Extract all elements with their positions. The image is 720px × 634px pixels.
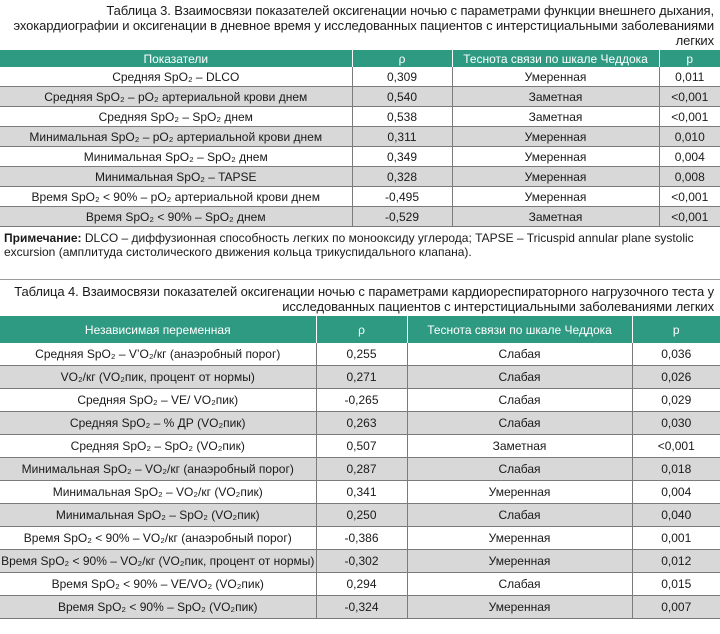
table4-header-cell: ρ [316, 316, 407, 343]
table-cell: Средняя SpO₂ – pO₂ артериальной крови днем [0, 87, 352, 107]
table-row [0, 596, 720, 619]
table-row [0, 147, 720, 167]
table-row [0, 366, 720, 389]
table-cell: 0,040 [632, 504, 720, 527]
table-cell: 0,538 [352, 107, 452, 127]
table4-header-cell: Независимая переменная [0, 316, 316, 343]
table-cell: 0,036 [632, 343, 720, 366]
table4 [0, 316, 720, 619]
table-cell: 0,026 [632, 366, 720, 389]
table3-body [0, 67, 720, 227]
table-row [0, 481, 720, 504]
table-cell: 0,018 [632, 458, 720, 481]
table4-header-row [0, 316, 720, 343]
table-cell: 0,004 [659, 147, 720, 167]
table-cell: Слабая [407, 504, 632, 527]
table-cell: -0,324 [316, 596, 407, 619]
table-cell: 0,287 [316, 458, 407, 481]
table4-caption-text: Таблица 4. Взаимосвязи показателей оксигенации ночью с параметрами кардиореспираторного нагрузочного теста у исследованных пациентов с интерстициальными заболеваниями легких [14, 284, 714, 314]
table-cell: Умеренная [407, 550, 632, 573]
table-cell: -0,386 [316, 527, 407, 550]
table-cell: Время SpO₂ < 90% – VE/VO₂ (VO₂пик) [0, 573, 316, 596]
table-row [0, 550, 720, 573]
table4-header-cell: p [632, 316, 720, 343]
table-row [0, 127, 720, 147]
table-cell: Время SpO₂ < 90% – SpO₂ днем [0, 207, 352, 227]
table-cell: Слабая [407, 412, 632, 435]
table-cell: 0,012 [632, 550, 720, 573]
table-cell: Время SpO₂ < 90% – VO₂/кг (анаэробный порог) [0, 527, 316, 550]
table-cell: Средняя SpO₂ – V’O₂/кг (анаэробный порог) [0, 343, 316, 366]
table-cell: Умеренная [407, 481, 632, 504]
table3-header-cell: Показатели [0, 50, 352, 67]
table-cell: Средняя SpO₂ – VE/ VO₂пик) [0, 389, 316, 412]
table-cell: 0,250 [316, 504, 407, 527]
table3-note [0, 227, 720, 265]
table-cell: 0,004 [632, 481, 720, 504]
table-cell: Умеренная [452, 67, 659, 87]
table-row [0, 573, 720, 596]
table-cell: <0,001 [632, 435, 720, 458]
table-cell: Заметная [452, 207, 659, 227]
table-cell: Заметная [407, 435, 632, 458]
table-row [0, 107, 720, 127]
table-cell: Слабая [407, 343, 632, 366]
table-cell: 0,030 [632, 412, 720, 435]
table-cell: 0,311 [352, 127, 452, 147]
table3-header-cell: Теснота связи по шкале Чеддока [452, 50, 659, 67]
table-cell: Минимальная SpO₂ – VO₂/кг (анаэробный порог) [0, 458, 316, 481]
table3 [0, 50, 720, 227]
table-cell: 0,029 [632, 389, 720, 412]
table-cell: Умеренная [407, 527, 632, 550]
table-cell: <0,001 [659, 87, 720, 107]
table-cell: VO₂/кг (VO₂пик, процент от нормы) [0, 366, 316, 389]
table-cell: Средняя SpO₂ – SpO₂ (VO₂пик) [0, 435, 316, 458]
table-cell: -0,529 [352, 207, 452, 227]
table-cell: Умеренная [452, 167, 659, 187]
note-label: Примечание: [4, 231, 82, 245]
table-cell: Средняя SpO₂ – SpO₂ днем [0, 107, 352, 127]
table-cell: 0,263 [316, 412, 407, 435]
table-cell: Умеренная [407, 596, 632, 619]
table-cell: 0,015 [632, 573, 720, 596]
table-cell: 0,349 [352, 147, 452, 167]
table-row [0, 343, 720, 366]
table3-header-row [0, 50, 720, 67]
table-cell: Минимальная SpO₂ – SpO₂ днем [0, 147, 352, 167]
table-row [0, 504, 720, 527]
table-cell: Слабая [407, 573, 632, 596]
table-cell: 0,011 [659, 67, 720, 87]
table-cell: Умеренная [452, 127, 659, 147]
table-cell: Минимальная SpO₂ – VO₂/кг (VO₂пик) [0, 481, 316, 504]
table-cell: Время SpO₂ < 90% – SpO₂ (VO₂пик) [0, 596, 316, 619]
table-cell: Слабая [407, 458, 632, 481]
table3-caption [0, 0, 720, 50]
table-cell: -0,265 [316, 389, 407, 412]
table-cell: 0,008 [659, 167, 720, 187]
table-cell: Минимальная SpO₂ – pO₂ артериальной крови днем [0, 127, 352, 147]
table-cell: 0,540 [352, 87, 452, 107]
table-cell: Средняя SpO₂ – DLCO [0, 67, 352, 87]
table-cell: Заметная [452, 107, 659, 127]
table-cell: 0,001 [632, 527, 720, 550]
table-cell: Умеренная [452, 187, 659, 207]
table-cell: Средняя SpO₂ – % ДР (VO₂пик) [0, 412, 316, 435]
table4-header-cell: Теснота связи по шкале Чеддока [407, 316, 632, 343]
table-cell: 0,341 [316, 481, 407, 504]
table3-caption-text: Таблица 3. Взаимосвязи показателей оксигенации ночью с параметрами функции внешнего дыхания, эхокардиографии и оксигенации в дневное время у исследованных пациентов с интерстициальными заболеваниями легких [13, 3, 714, 48]
table-row [0, 67, 720, 87]
table-cell: Минимальная SpO₂ – SpO₂ (VO₂пик) [0, 504, 316, 527]
table-cell: -0,302 [316, 550, 407, 573]
table-cell: Минимальная SpO₂ – TAPSE [0, 167, 352, 187]
table-cell: <0,001 [659, 187, 720, 207]
table-row [0, 87, 720, 107]
table3-header-cell: p [659, 50, 720, 67]
table-cell: 0,271 [316, 366, 407, 389]
table-cell: 0,309 [352, 67, 452, 87]
table-cell: Умеренная [452, 147, 659, 167]
table-cell: Время SpO₂ < 90% – VO₂/кг (VO₂пик, процент от нормы) [0, 550, 316, 573]
table-row [0, 412, 720, 435]
table-cell: 0,294 [316, 573, 407, 596]
table-cell: 0,507 [316, 435, 407, 458]
table3-header-cell: ρ [352, 50, 452, 67]
table-cell: Слабая [407, 389, 632, 412]
table-row [0, 187, 720, 207]
table-cell: 0,007 [632, 596, 720, 619]
table-cell: 0,328 [352, 167, 452, 187]
table-cell: 0,010 [659, 127, 720, 147]
table-row [0, 435, 720, 458]
table4-caption [0, 284, 720, 316]
table-cell: <0,001 [659, 107, 720, 127]
table-cell: -0,495 [352, 187, 452, 207]
table-cell: Слабая [407, 366, 632, 389]
table-row [0, 389, 720, 412]
table-cell: <0,001 [659, 207, 720, 227]
table-cell: 0,255 [316, 343, 407, 366]
table-row [0, 167, 720, 187]
table-row [0, 458, 720, 481]
table-row [0, 207, 720, 227]
table-row [0, 527, 720, 550]
table-cell: Время SpO₂ < 90% – pO₂ артериальной крови днем [0, 187, 352, 207]
table4-body [0, 343, 720, 619]
table-cell: Заметная [452, 87, 659, 107]
table-separator [0, 279, 720, 280]
note-text: DLCO – диффузионная способность легких по монооксиду углерода; TAPSE – Tricuspid annular plane systolic excursion (амплитуда систолического движения кольца трикуспидального клапана). [4, 231, 694, 259]
